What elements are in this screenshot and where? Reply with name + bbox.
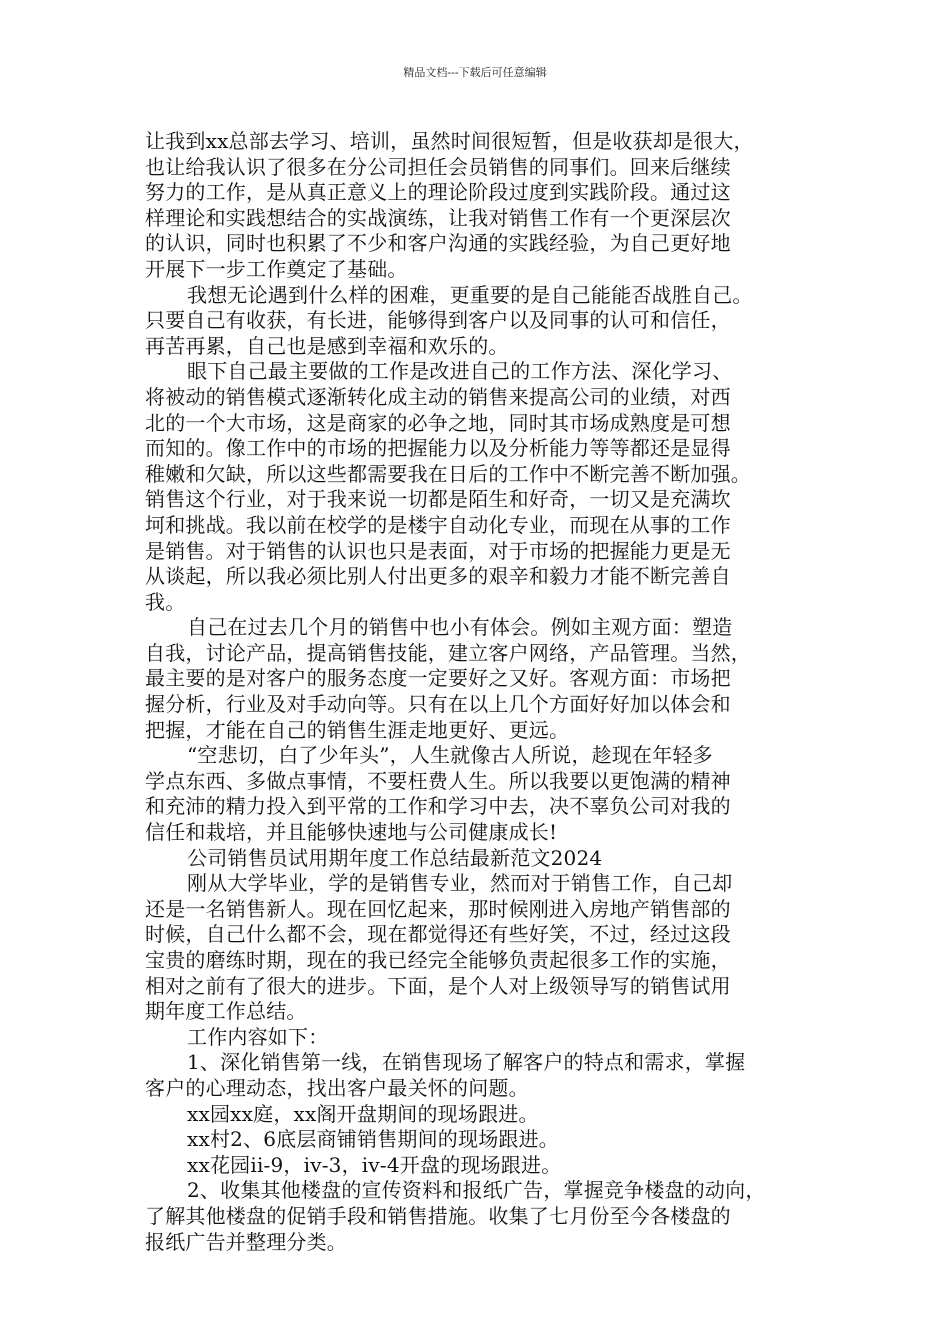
text-line: xx园xx庭，xx阁开盘期间的现场跟进。 — [187, 1101, 539, 1126]
text-line: 相对之前有了很大的进步。下面，是个人对上级领导写的销售试用 — [145, 973, 731, 998]
text-line: 再苦再累，自己也是感到幸福和欢乐的。 — [145, 333, 509, 358]
page-header: 精品文档---下载后可任意编辑 — [403, 66, 547, 79]
text-line: 从谈起，所以我必须比别人付出更多的艰辛和毅力才能不断完善自 — [145, 564, 731, 589]
text-line: 客户的心理动态，找出客户最关怀的问题。 — [145, 1075, 529, 1100]
text-line: 只要自己有收获，有长进，能够得到客户以及同事的认可和信任， — [145, 308, 731, 333]
text-line: 2、收集其他楼盘的宣传资料和报纸广告，掌握竞争楼盘的动向， — [187, 1178, 766, 1203]
text-line: 北的一个大市场，这是商家的必争之地，同时其市场成熟度是可想 — [145, 410, 731, 435]
text-line: 工作内容如下： — [187, 1024, 329, 1049]
text-line: 和充沛的精力投入到平常的工作和学习中去，决不辜负公司对我的 — [145, 794, 731, 819]
document-body — [145, 129, 825, 1255]
text-line: 了解其他楼盘的促销手段和销售措施。收集了七月份至今各楼盘的 — [145, 1203, 731, 1228]
text-line: 刚从大学毕业，学的是销售专业，然而对于销售工作，自己却 — [187, 871, 733, 896]
text-line: 我。 — [145, 589, 186, 614]
text-line: 最主要的是对客户的服务态度一定要好之又好。客观方面：市场把 — [145, 666, 731, 691]
text-line: 宝贵的磨练时期，现在的我已经完全能够负责起很多工作的实施， — [145, 948, 731, 972]
text-line: “空悲切，白了少年头”，人生就像古人所说，趁现在年轻多 — [187, 743, 713, 768]
text-line: 期年度工作总结。 — [145, 999, 307, 1024]
text-line: 坷和挑战。我以前在校学的是楼宇自动化专业，而现在从事的工作 — [145, 512, 731, 537]
text-line: 报纸广告并整理分类。 — [145, 1229, 347, 1254]
text-line: 也让给我认识了很多在分公司担任会员销售的同事们。回来后继续 — [145, 154, 731, 179]
text-line: 时候，自己什么都不会，现在都觉得还有些好笑，不过，经过这段 — [145, 922, 731, 947]
text-line: 学点东西、多做点事情，不要枉费人生。所以我要以更饱满的精神 — [145, 768, 731, 793]
text-line: 我想无论遇到什么样的困难，更重要的是自己能能否战胜自己。 — [187, 282, 753, 307]
text-line: 开展下一步工作奠定了基础。 — [145, 256, 408, 281]
text-line: 信任和栽培，并且能够快速地与公司健康成长! — [145, 820, 558, 845]
text-line: xx花园ii-9，iv-3，iv-4开盘的现场跟进。 — [187, 1152, 562, 1177]
text-line: 还是一名销售新人。现在回忆起来，那时候刚进入房地产销售部的 — [145, 896, 731, 921]
text-line: 将被动的销售模式逐渐转化成主动的销售来提高公司的业绩，对西 — [145, 384, 731, 409]
text-line: 握分析，行业及对手动向等。只有在以上几个方面好好加以体会和 — [145, 692, 731, 717]
text-line: 销售这个行业，对于我来说一切都是陌生和好奇，一切又是充满坎 — [145, 487, 731, 512]
text-line: 的认识，同时也积累了不少和客户沟通的实践经验，为自己更好地 — [145, 231, 731, 256]
text-line: 是销售。对于销售的认识也只是表面，对于市场的把握能力更是无 — [145, 538, 731, 563]
text-line: 努力的工作，是从真正意义上的理论阶段过度到实践阶段。通过这 — [145, 180, 731, 205]
text-line: 稚嫩和欠缺，所以这些都需要我在日后的工作中不断完善不断加强。 — [145, 461, 751, 486]
text-line: 而知的。像工作中的市场的把握能力以及分析能力等等都还是显得 — [145, 436, 731, 461]
text-line: 样理论和实践想结合的实战演练，让我对销售工作有一个更深层次 — [145, 205, 731, 230]
text-line: 让我到xx总部去学习、培训，虽然时间很短暂，但是收获却是很大， — [145, 129, 754, 153]
text-line: 自我，讨论产品，提高销售技能，建立客户网络，产品管理。当然， — [145, 640, 751, 665]
text-line: 公司销售员试用期年度工作总结最新范文2024 — [187, 845, 603, 870]
text-line: 把握，才能在自己的销售生涯走地更好、更远。 — [145, 717, 570, 742]
text-line: xx村2、6底层商铺销售期间的现场跟进。 — [187, 1127, 560, 1152]
text-line: 1、深化销售第一线，在销售现场了解客户的特点和需求，掌握 — [187, 1050, 746, 1075]
text-line: 眼下自己最主要做的工作是改进自己的工作方法、深化学习、 — [187, 359, 733, 384]
text-line: 自己在过去几个月的销售中也小有体会。例如主观方面：塑造 — [187, 615, 733, 640]
